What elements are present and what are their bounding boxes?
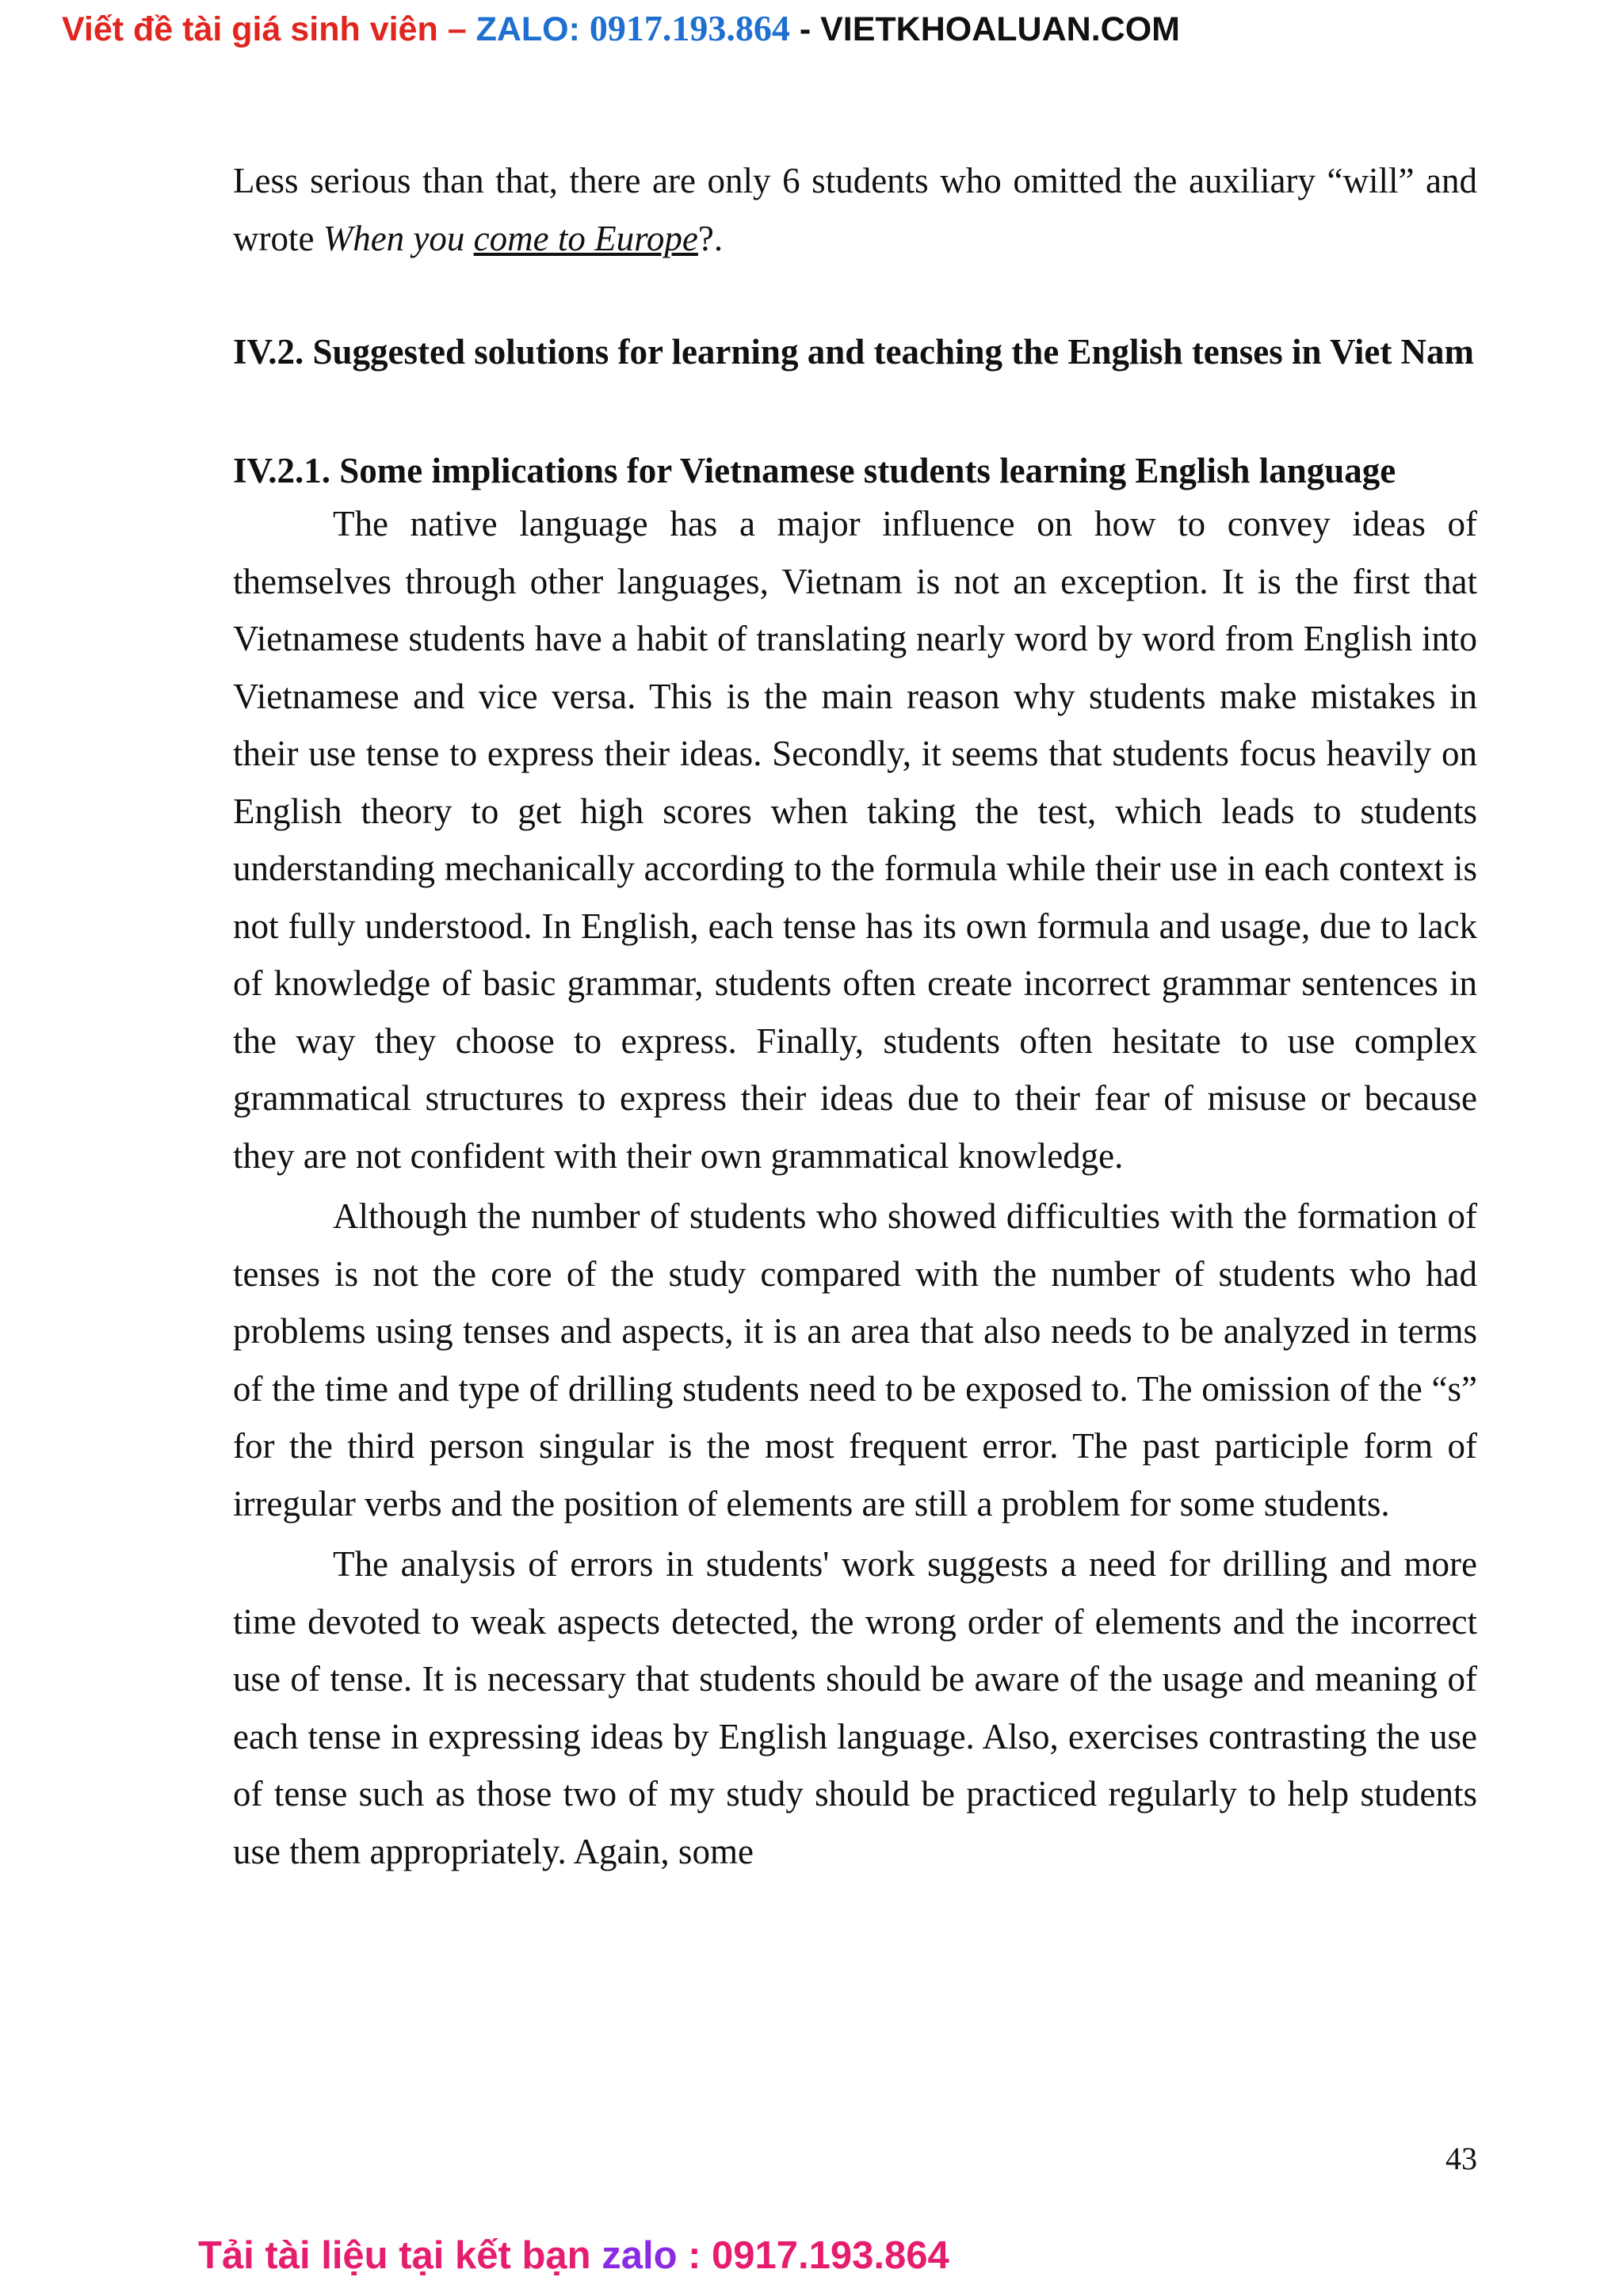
footer-banner-zalo: zalo	[601, 2234, 678, 2277]
header-banner-site: VIETKHOALUAN.COM	[820, 10, 1180, 48]
section-heading: IV.2. Suggested solutions for learning and teaching the English tenses in Viet Nam	[233, 332, 1475, 372]
header-banner-phone: 0917.193.864	[589, 8, 790, 48]
subsection-heading: IV.2.1. Some implications for Vietnamese students learning English language	[233, 451, 1396, 490]
intro-tail: ?.	[697, 218, 724, 258]
footer-banner	[198, 2231, 949, 2280]
intro-italic: When you	[323, 218, 474, 258]
header-banner-separator-2: -	[789, 10, 821, 48]
header-banner	[62, 6, 1180, 51]
intro-text: Less serious than that, there are only 6 students who omitted the auxiliary “will” and wrote	[233, 161, 1477, 258]
paragraph-2: Although the number of students who showed difficulties with the formation of tenses is not the core of the study compared with the number of students who had problems using tenses and aspects, it is an area that also needs to be analyzed in terms of the time and type of drilling students need to be exposed to. The omission of the “s” for the third person singular is the most frequent error. The past participle form of irregular verbs and the position of elements are still a problem for some students.	[233, 1196, 1477, 1524]
paragraph-3: The analysis of errors in students' work suggests a need for drilling and more time devoted to weak aspects detected, the wrong order of elements and the incorrect use of tense. It is necessary that students should be aware of the usage and meaning of each tense in expressing ideas by English language. Also, exercises contrasting the use of tense such as those two of my study should be practiced regularly to help students use them appropriately. Again, some	[233, 1544, 1477, 1871]
header-banner-zalo-label: ZALO:	[475, 10, 590, 48]
header-banner-separator: –	[437, 10, 476, 48]
page-number: 43	[1445, 2141, 1477, 2176]
intro-italic-underlined: come to Europe	[473, 218, 698, 258]
footer-banner-text: Tải tài liệu tại kết bạn	[198, 2234, 602, 2277]
footer-banner-phone: : 0917.193.864	[677, 2234, 949, 2277]
intro-paragraph	[233, 152, 1477, 267]
header-banner-offer: Viết đề tài giá sinh viên	[62, 10, 438, 48]
page-body	[233, 152, 1477, 1880]
paragraph-1: The native language has a major influence on how to convey ideas of themselves through other languages, Vietnam is not an exception. It is the first that Vietnamese students have a habit of translating nearly word by word from English into Vietnamese and vice versa. This is the main reason why students make mistakes in their use tense to express their ideas. Secondly, it seems that students focus heavily on English theory to get high scores when taking the test, which leads to students understanding mechanically according to the formula while their use in each context is not fully understood. In English, each tense has its own formula and usage, due to lack of knowledge of basic grammar, students often create incorrect grammar sentences in the way they choose to express. Finally, students often hesitate to use complex grammatical structures to express their ideas due to their fear of misuse or because they are not confident with their own grammatical knowledge.	[233, 504, 1477, 1176]
